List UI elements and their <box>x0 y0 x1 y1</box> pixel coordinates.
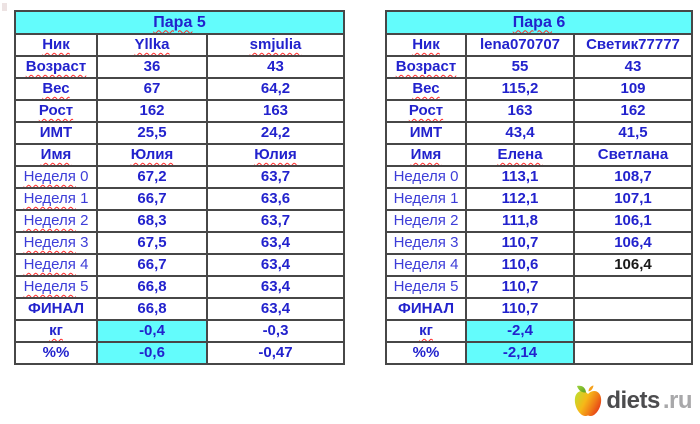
text-token: Имя <box>40 146 72 163</box>
text-token: 111,8 <box>502 212 538 229</box>
text-token: 5 <box>196 13 206 31</box>
row-label-cell <box>386 78 466 100</box>
value-cell <box>207 232 344 254</box>
text-token: 162 <box>139 102 165 119</box>
text-token: 63,7 <box>260 212 291 229</box>
text-token: Юлия <box>254 146 297 163</box>
value-cell <box>97 342 207 364</box>
text-token: Имя <box>410 146 442 163</box>
value-cell <box>97 320 207 342</box>
text-token: 55 <box>511 58 529 75</box>
value-cell <box>466 100 574 122</box>
row-label-cell <box>15 320 97 342</box>
text-token: Возраст <box>25 58 87 75</box>
text-token: Неделя <box>23 256 76 273</box>
row-label-cell <box>15 210 97 232</box>
table-title <box>386 11 692 34</box>
value-cell <box>574 210 692 232</box>
value-cell <box>97 188 207 210</box>
value-cell <box>466 342 574 364</box>
text-token: 25,5 <box>137 124 167 141</box>
row-label-cell <box>386 320 466 342</box>
table-row <box>386 166 692 188</box>
row-label-cell <box>386 342 466 364</box>
table-title <box>15 11 344 34</box>
value-cell <box>207 34 344 56</box>
text-token: -0,6 <box>139 344 165 361</box>
table-row <box>386 56 692 78</box>
text-token: 43,4 <box>505 124 535 141</box>
value-cell <box>574 232 692 254</box>
table-row <box>15 298 344 320</box>
text-token: Неделя <box>23 278 76 295</box>
text-token: 1 <box>80 190 89 207</box>
text-token: 36 <box>143 58 161 75</box>
text-token: Вес <box>412 80 440 97</box>
table-row <box>386 254 692 276</box>
table-row <box>15 78 344 100</box>
value-cell <box>97 122 207 144</box>
value-cell <box>207 254 344 276</box>
text-token: 107,1 <box>614 190 652 207</box>
value-cell <box>97 78 207 100</box>
text-token: 109 <box>620 80 646 97</box>
apple-icon <box>573 384 603 417</box>
text-token: 163 <box>262 102 289 119</box>
value-cell <box>207 320 344 342</box>
text-token: 24,2 <box>260 124 291 141</box>
value-cell <box>466 166 574 188</box>
value-cell <box>574 342 692 364</box>
value-cell <box>466 320 574 342</box>
text-token: 66,8 <box>137 278 167 295</box>
text-token: %% <box>42 344 70 361</box>
text-token: -2,4 <box>507 322 533 339</box>
value-cell <box>466 276 574 298</box>
logo-tld-text: .ru <box>662 386 692 414</box>
table-row <box>386 320 692 342</box>
row-label-cell <box>386 210 466 232</box>
text-token: -0,47 <box>258 344 293 361</box>
text-token: ФИНАЛ <box>398 300 454 317</box>
value-cell <box>97 166 207 188</box>
value-cell <box>466 34 574 56</box>
text-token: 106,4 <box>614 234 652 251</box>
value-cell <box>574 34 692 56</box>
text-token: Yllka <box>134 36 170 53</box>
table-row <box>386 210 692 232</box>
value-cell <box>574 298 692 320</box>
value-cell <box>97 144 207 166</box>
text-token: lena070707 <box>479 36 561 53</box>
value-cell <box>574 122 692 144</box>
screen-edge-artifact <box>2 3 7 11</box>
table-row <box>15 254 344 276</box>
text-token: 63,4 <box>260 300 291 317</box>
text-token: 110,7 <box>501 278 539 295</box>
value-cell <box>97 56 207 78</box>
value-cell <box>574 188 692 210</box>
text-token: 63,6 <box>260 190 291 207</box>
text-token: Ник <box>42 36 70 53</box>
text-token: 4 <box>80 256 89 273</box>
table-row <box>15 166 344 188</box>
value-cell <box>97 210 207 232</box>
text-token: 66,8 <box>137 300 167 317</box>
value-cell <box>466 188 574 210</box>
table-row <box>386 34 692 56</box>
text-token: Неделя <box>393 234 446 251</box>
value-cell <box>466 56 574 78</box>
pair-5-table <box>14 10 345 365</box>
table-row <box>15 276 344 298</box>
table-row <box>15 100 344 122</box>
text-token: 110,7 <box>501 234 539 251</box>
text-token: 5 <box>80 278 89 295</box>
value-cell <box>207 210 344 232</box>
row-label-cell <box>15 276 97 298</box>
text-token: 63,7 <box>260 168 291 185</box>
row-label-cell <box>386 276 466 298</box>
text-token: 1 <box>450 190 459 207</box>
text-token: Ник <box>412 36 440 53</box>
value-cell <box>466 232 574 254</box>
text-token: 112,1 <box>501 190 539 207</box>
value-cell <box>466 78 574 100</box>
table-row <box>15 342 344 364</box>
text-token: 5 <box>450 278 459 295</box>
text-token: 115,2 <box>501 80 539 97</box>
row-label-cell <box>15 254 97 276</box>
text-token: 68,3 <box>137 212 167 229</box>
text-token: Светлана <box>597 146 669 163</box>
row-label-cell <box>386 56 466 78</box>
text-token: 6 <box>556 13 566 31</box>
text-token: -0,3 <box>262 322 289 339</box>
text-token: 66,7 <box>137 190 167 207</box>
value-cell <box>207 100 344 122</box>
value-cell <box>466 210 574 232</box>
value-cell <box>207 276 344 298</box>
value-cell <box>97 34 207 56</box>
text-token: 0 <box>80 168 89 185</box>
text-token: Неделя <box>393 256 446 273</box>
value-cell <box>97 100 207 122</box>
row-label-cell <box>386 34 466 56</box>
row-label-cell <box>15 144 97 166</box>
text-token: Неделя <box>393 278 446 295</box>
text-token: 67,5 <box>137 234 167 251</box>
text-token: 63,4 <box>260 278 291 295</box>
text-token: 163 <box>507 102 533 119</box>
text-token: Неделя <box>23 234 76 251</box>
value-cell <box>207 122 344 144</box>
text-token: Неделя <box>393 190 446 207</box>
value-cell <box>574 254 692 276</box>
text-token: Неделя <box>23 168 76 185</box>
table-row <box>386 100 692 122</box>
text-token: 63,4 <box>260 234 291 251</box>
table-row <box>386 276 692 298</box>
text-token: 67,2 <box>137 168 167 185</box>
text-token: Пара <box>153 13 193 31</box>
text-token: smjulia <box>249 36 302 53</box>
text-token: 67 <box>143 80 161 97</box>
text-token: 110,6 <box>501 256 539 273</box>
text-token: кг <box>49 322 63 339</box>
table-row <box>386 342 692 364</box>
table-row <box>15 34 344 56</box>
table-row <box>15 210 344 232</box>
row-label-cell <box>386 166 466 188</box>
row-label-cell <box>386 144 466 166</box>
value-cell <box>574 56 692 78</box>
row-label-cell <box>386 232 466 254</box>
table-row <box>386 78 692 100</box>
text-token: 41,5 <box>618 124 648 141</box>
row-label-cell <box>15 298 97 320</box>
text-token: Вес <box>42 80 70 97</box>
table-row <box>15 56 344 78</box>
value-cell <box>466 122 574 144</box>
row-label-cell <box>15 342 97 364</box>
value-cell <box>207 342 344 364</box>
text-token: Рост <box>38 102 74 119</box>
row-label-cell <box>15 78 97 100</box>
value-cell <box>574 276 692 298</box>
text-token: -0,4 <box>139 322 165 339</box>
value-cell <box>97 232 207 254</box>
value-cell <box>574 166 692 188</box>
value-cell <box>207 298 344 320</box>
row-label-cell <box>15 232 97 254</box>
text-token: Неделя <box>23 212 76 229</box>
text-token: 43 <box>624 58 642 75</box>
row-label-cell <box>386 254 466 276</box>
value-cell <box>207 78 344 100</box>
text-token: %% <box>412 344 440 361</box>
row-label-cell <box>15 34 97 56</box>
text-token: Светик77777 <box>586 36 680 53</box>
text-token: Неделя <box>23 190 76 207</box>
text-token: кг <box>419 322 433 339</box>
table-row <box>15 144 344 166</box>
text-token: 113,1 <box>501 168 539 185</box>
row-label-cell <box>15 188 97 210</box>
table-title-row <box>386 11 692 34</box>
value-cell <box>574 78 692 100</box>
row-label-cell <box>15 166 97 188</box>
value-cell <box>97 276 207 298</box>
value-cell <box>466 298 574 320</box>
value-cell <box>466 254 574 276</box>
value-cell <box>466 144 574 166</box>
text-token: 162 <box>620 102 646 119</box>
text-token: 4 <box>450 256 459 273</box>
table-title-row <box>15 11 344 34</box>
text-token: 106,4 <box>614 256 652 273</box>
row-label-cell <box>386 122 466 144</box>
text-token: ИМТ <box>39 124 73 141</box>
text-token: 2 <box>450 212 459 229</box>
diets-ru-logo[interactable] <box>573 384 692 417</box>
text-token: Пара <box>512 13 552 31</box>
table-row <box>386 232 692 254</box>
text-token: 64,2 <box>260 80 291 97</box>
table-row <box>386 122 692 144</box>
text-token: Неделя <box>393 212 446 229</box>
row-label-cell <box>15 122 97 144</box>
table-row <box>15 122 344 144</box>
text-token: 106,1 <box>614 212 652 229</box>
table-row <box>15 232 344 254</box>
row-label-cell <box>15 56 97 78</box>
value-cell <box>574 144 692 166</box>
text-token: 2 <box>80 212 89 229</box>
table-row <box>386 144 692 166</box>
table-row <box>15 188 344 210</box>
row-label-cell <box>386 298 466 320</box>
text-token: ИМТ <box>409 124 443 141</box>
text-token: Елена <box>497 146 543 163</box>
text-token: ФИНАЛ <box>28 300 84 317</box>
logo-brand-text: diets <box>606 386 660 414</box>
text-token: 0 <box>450 168 459 185</box>
table-row <box>15 320 344 342</box>
value-cell <box>207 188 344 210</box>
pair-6-table <box>385 10 693 365</box>
value-cell <box>97 254 207 276</box>
text-token: 3 <box>450 234 459 251</box>
text-token: Неделя <box>393 168 446 185</box>
text-token: 3 <box>80 234 89 251</box>
value-cell <box>207 144 344 166</box>
value-cell <box>207 166 344 188</box>
text-token: 108,7 <box>614 168 652 185</box>
text-token: Юлия <box>130 146 174 163</box>
value-cell <box>207 56 344 78</box>
row-label-cell <box>386 100 466 122</box>
text-token: 63,4 <box>260 256 291 273</box>
value-cell <box>574 100 692 122</box>
row-label-cell <box>386 188 466 210</box>
table-row <box>386 298 692 320</box>
text-token: 43 <box>267 58 284 75</box>
value-cell <box>97 298 207 320</box>
text-token: 66,7 <box>137 256 167 273</box>
row-label-cell <box>15 100 97 122</box>
text-token: -2,14 <box>502 344 538 361</box>
table-row <box>386 188 692 210</box>
text-token: Рост <box>408 102 444 119</box>
text-token: 110,7 <box>501 300 539 317</box>
value-cell <box>574 320 692 342</box>
text-token: Возраст <box>395 58 457 75</box>
